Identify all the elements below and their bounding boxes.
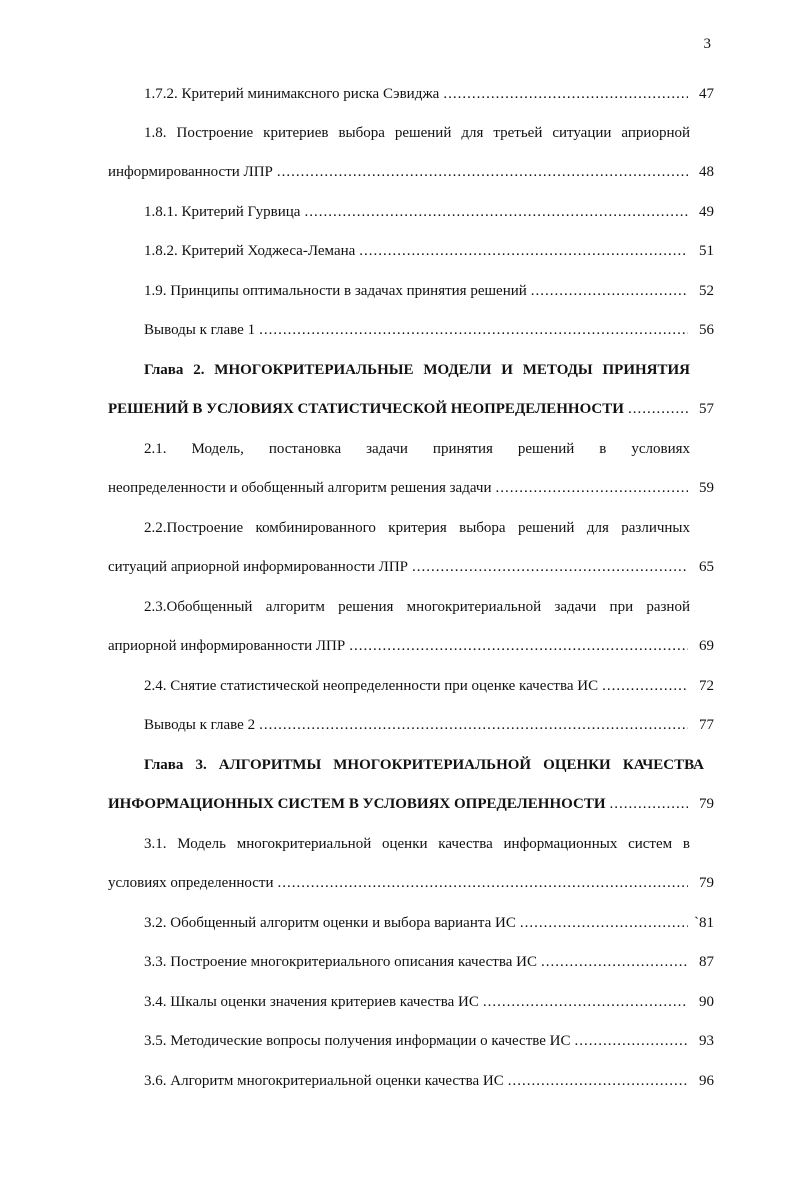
toc-entry-page: 69 [699, 638, 714, 654]
toc-entry-title: 1.7.2. Критерий минимаксного риска Сэвиджа [144, 86, 440, 102]
toc-entry [106, 200, 714, 224]
chapter-heading-title: ИНФОРМАЦИОННЫХ СИСТЕМ В УСЛОВИЯХ ОПРЕДЕЛЕННОСТИ [108, 796, 606, 812]
toc-entry-page: 52 [699, 283, 714, 299]
toc-leader-dots [575, 1029, 689, 1053]
toc-entry [106, 318, 714, 342]
toc-entry [106, 82, 714, 106]
toc-entry-title: 3.6. Алгоритм многокритериальной оценки качества ИС [144, 1073, 504, 1089]
toc-leader-dots [483, 990, 688, 1014]
toc-leader-dots [412, 555, 688, 579]
toc-leader-dots [304, 200, 688, 224]
toc-entry [106, 950, 714, 974]
toc-leader-dots [443, 82, 688, 106]
chapter-heading-first-line: Глава 2. МНОГОКРИТЕРИАЛЬНЫЕ МОДЕЛИ И МЕТОДЫ ПРИНЯТИЯ [144, 362, 690, 378]
toc-leader-dots [495, 476, 688, 500]
toc-entry-first-line: 1.8. Построение критериев выбора решений для третьей ситуации априорной [144, 125, 690, 141]
toc-entry-title: условиях определенности [108, 875, 274, 891]
toc-entry-title: 3.2. Обобщенный алгоритм оценки и выбора варианта ИС [144, 915, 516, 931]
toc-entry [106, 990, 714, 1014]
toc-entry-page: 79 [699, 875, 714, 891]
toc-entry-title: 3.3. Построение многокритериального описания качества ИС [144, 954, 537, 970]
toc-leader-dots [628, 397, 688, 421]
toc-entry-page: 47 [699, 86, 714, 102]
chapter-heading-first-line: Глава 3. АЛГОРИТМЫ МНОГОКРИТЕРИАЛЬНОЙ ОЦЕНКИ КАЧЕСТВА [144, 757, 704, 773]
toc-entry-first-line: 2.3.Обобщенный алгоритм решения многокритериальной задачи при разной [144, 599, 690, 615]
toc-entry-page: 65 [699, 559, 714, 575]
toc-entry-title: 3.4. Шкалы оценки значения критериев качества ИС [144, 994, 479, 1010]
toc-entry-page: 87 [699, 954, 714, 970]
toc-leader-dots [359, 239, 688, 263]
toc-leader-dots [610, 792, 689, 816]
toc-entry-title: Выводы к главе 1 [144, 322, 256, 338]
toc-entry-first-line: 2.1. Модель, постановка задачи принятия решений в условиях [144, 441, 690, 457]
toc-entry-title: 1.9. Принципы оптимальности в задачах принятия решений [144, 283, 527, 299]
toc-entry [106, 160, 714, 184]
toc-entry-page: 49 [699, 204, 714, 220]
page-number: 3 [703, 36, 711, 52]
toc-entry-title: ситуаций априорной информированности ЛПР [108, 559, 409, 575]
toc-entry-title: априорной информированности ЛПР [108, 638, 346, 654]
toc-entry [106, 279, 714, 303]
toc-entry-title: Выводы к главе 2 [144, 717, 256, 733]
toc-entry-title: 3.5. Методические вопросы получения информации о качестве ИС [144, 1033, 571, 1049]
toc-entry-title: 1.8.2. Критерий Ходжеса-Лемана [144, 243, 356, 259]
toc-entry-page: 77 [699, 717, 714, 733]
toc-entry-title: информированности ЛПР [108, 164, 273, 180]
toc-entry-page: 57 [699, 401, 714, 417]
toc-entry [106, 713, 714, 737]
toc-leader-dots [278, 871, 689, 895]
toc-entry-page: 93 [699, 1033, 714, 1049]
toc-leader-dots [259, 713, 688, 737]
toc-leader-dots [602, 674, 688, 698]
toc-entry-page: 59 [699, 480, 714, 496]
toc-entry [106, 397, 714, 421]
toc-leader-dots [277, 160, 688, 184]
toc-entry [106, 239, 714, 263]
toc-entry [106, 792, 714, 816]
toc-entry-page: 72 [699, 678, 714, 694]
toc-leader-dots [520, 911, 688, 935]
toc-entry-first-line: 3.1. Модель многокритериальной оценки качества информационных систем в [144, 836, 690, 852]
toc-entry-title: 1.8.1. Критерий Гурвица [144, 204, 301, 220]
toc-leader-dots [508, 1069, 688, 1093]
toc-entry [106, 871, 714, 895]
toc-entry-page: 51 [699, 243, 714, 259]
toc-entry [106, 555, 714, 579]
toc-entry-title: 2.4. Снятие статистической неопределенности при оценке качества ИС [144, 678, 599, 694]
toc-entry-first-line: 2.2.Построение комбинированного критерия выбора решений для различных [144, 520, 690, 536]
toc-entry [106, 1029, 714, 1053]
toc-entry-page: 90 [699, 994, 714, 1010]
toc-entry [106, 674, 714, 698]
toc-entry-page: 48 [699, 164, 714, 180]
toc-entry-page: 56 [699, 322, 714, 338]
toc-entry [106, 476, 714, 500]
toc-leader-dots [349, 634, 688, 658]
toc-leader-dots [531, 279, 688, 303]
toc-leader-dots [541, 950, 688, 974]
chapter-heading-title: РЕШЕНИЙ В УСЛОВИЯХ СТАТИСТИЧЕСКОЙ НЕОПРЕДЕЛЕННОСТИ [108, 401, 624, 417]
toc-entry [106, 911, 714, 935]
toc-entry [106, 634, 714, 658]
toc-entry-page: `81 [694, 915, 714, 931]
toc-leader-dots [259, 318, 688, 342]
toc-entry-page: 79 [699, 796, 714, 812]
toc-entry [106, 1069, 714, 1093]
toc-entry-page: 96 [699, 1073, 714, 1089]
toc-entry-title: неопределенности и обобщенный алгоритм решения задачи [108, 480, 492, 496]
